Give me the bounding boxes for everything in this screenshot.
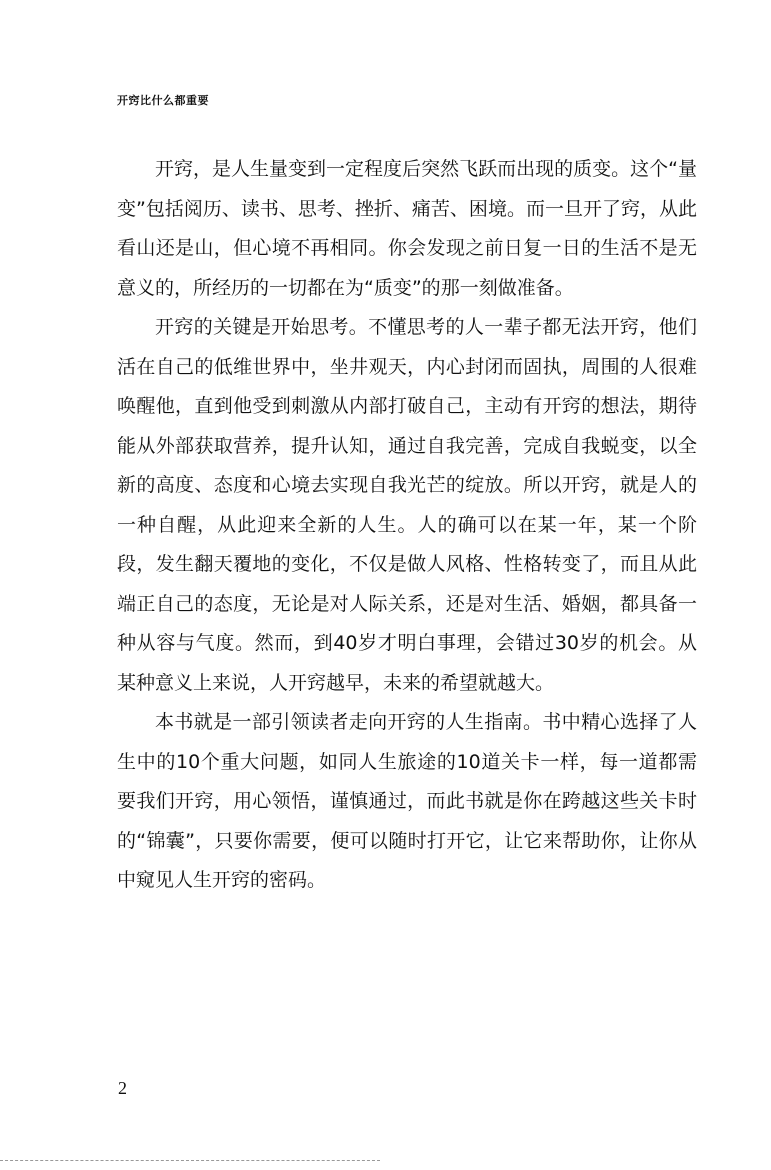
page-number: 2 — [118, 1078, 127, 1098]
paragraph-3: 本书就是一部引领读者走向开窍的人生指南。书中精心选择了人生中的10个重大问题，如同人生旅途的10道关卡一样，每一道都需要我们开窍，用心领悟，谨慎通过，而此书就是你在跨越这些关卡时的“锦囊”，只要你需要，便可以随时打开它，让它来帮助你，让你从中窥见人生开窍的密码。 — [117, 711, 697, 891]
paragraph-2: 开窍的关键是开始思考。不懂思考的人一辈子都无法开窍，他们活在自己的低维世界中，坐井观天，内心封闭而固执，周围的人很难唤醒他，直到他受到刺激从内部打破自己，主动有开窍的想法，期待能从外部获取营养，提升认知，通过自我完善，完成自我蜕变，以全新的高度、态度和心境去实现自我光芒的绽放。所以开窍，就是人的一种自醒，从此迎来全新的人生。人的确可以在某一年，某一个阶段，发生翻天覆地的变化，不仅是做人风格、性格转变了，而且从此端正自己的态度，无论是对人际关系，还是对生活、婚姻，都具备一种从容与气度。然而，到40岁才明白事理，会错过30岁的机会。从某种意义上来说，人开窍越早，未来的希望就越大。 — [117, 316, 697, 694]
body-text — [117, 150, 697, 901]
running-head-title: 开窍比什么都重要 — [117, 94, 209, 107]
bottom-edge-rule — [0, 1160, 380, 1161]
paragraph-1: 开窍，是人生量变到一定程度后突然飞跃而出现的质变。这个“量变”包括阅历、读书、思考、挫折、痛苦、困境。而一旦开了窍，从此看山还是山，但心境不再相同。你会发现之前日复一日的生活不是无意义的，所经历的一切都在为“质变”的那一刻做准备。 — [117, 158, 697, 299]
